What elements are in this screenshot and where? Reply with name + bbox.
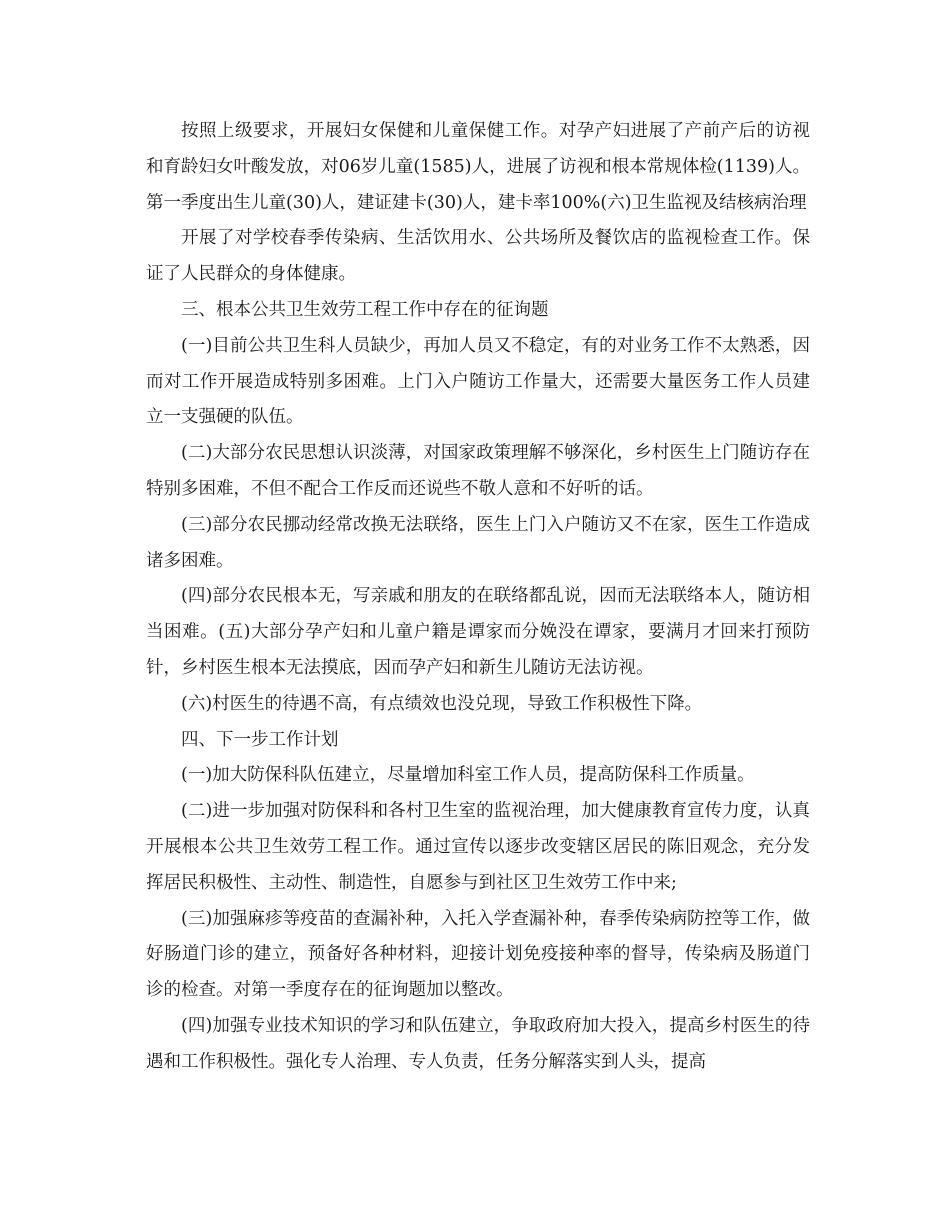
paragraph-plan-1: (一)加大防保科队伍建立，尽量增加科室工作人员，提高防保科工作质量。 — [181, 765, 755, 786]
section-heading-problems: 三、根本公共卫生效劳工程工作中存在的征询题 — [181, 299, 549, 320]
paragraph-inspection: 开展了对学校春季传染病、生活饮用水、公共场所及餐饮店的监视检查工作。保证了人民群众的身体健康。 — [146, 228, 810, 285]
paragraph-plan-4: (四)加强专业技术知识的学习和队伍建立，争取政府加大投入，提高乡村医生的待遇和工作积极性。强化专人治理、专人负责，任务分解落实到人头，提高 — [146, 1015, 810, 1072]
section-heading-plan: 四、下一步工作计划 — [181, 729, 339, 750]
paragraph-problem-1: (一)目前公共卫生科人员缺少，再加人员又不稳定，有的对业务工作不太熟悉，因而对工作开展造成特别多困难。上门入户随访工作量大，还需要大量医务工作人员建立一支强硬的队伍。 — [146, 335, 810, 428]
paragraph-problem-3: (三)部分农民挪动经常改换无法联络，医生上门入户随访又不在家，医生工作造成诸多困难。 — [146, 514, 810, 571]
paragraph-problem-4-5: (四)部分农民根本无，写亲戚和朋友的在联络都乱说，因而无法联络本人，随访相当困难。(五)大部分孕产妇和儿童户籍是谭家而分娩没在谭家，要满月才回来打预防针，乡村医生根本无法摸底，因而孕产妇和新生儿随访无法访视。 — [146, 586, 810, 678]
paragraph-plan-2: (二)进一步加强对防保科和各村卫生室的监视治理，加大健康教育宣传力度，认真开展根本公共卫生效劳工程工作。通过宣传以逐步改变辖区居民的陈旧观念，充分发挥居民积极性、主动性、制造性，自愿参与到社区卫生效劳工作中来; — [146, 801, 810, 893]
paragraph-plan-3: (三)加强麻疹等疫苗的查漏补种，入托入学查漏补种，春季传染病防控等工作，做好肠道门诊的建立，预备好各种材料，迎接计划免疫接种率的督导，传染病及肠道门诊的检查。对第一季度存在的征询题加以整改。 — [146, 908, 810, 1001]
document-body — [146, 114, 810, 1081]
paragraph-problem-6: (六)村医生的待遇不高，有点绩效也没兑现，导致工作积极性下降。 — [181, 693, 703, 714]
paragraph-child-health: 按照上级要求，开展妇女保健和儿童保健工作。对孕产妇进展了产前产后的访视和育龄妇女叶酸发放，对06岁儿童(1585)人，进展了访视和根本常规体检(1139)人。第一季度出生儿童(30)人，建证建卡(30)人，建卡率100%(六)卫生监视及结核病治理 — [146, 121, 810, 213]
paragraph-problem-2: (二)大部分农民思想认识淡薄，对国家政策理解不够深化，乡村医生上门随访存在特别多困难，不但不配合工作反而还说些不敬人意和不好听的话。 — [146, 443, 810, 499]
